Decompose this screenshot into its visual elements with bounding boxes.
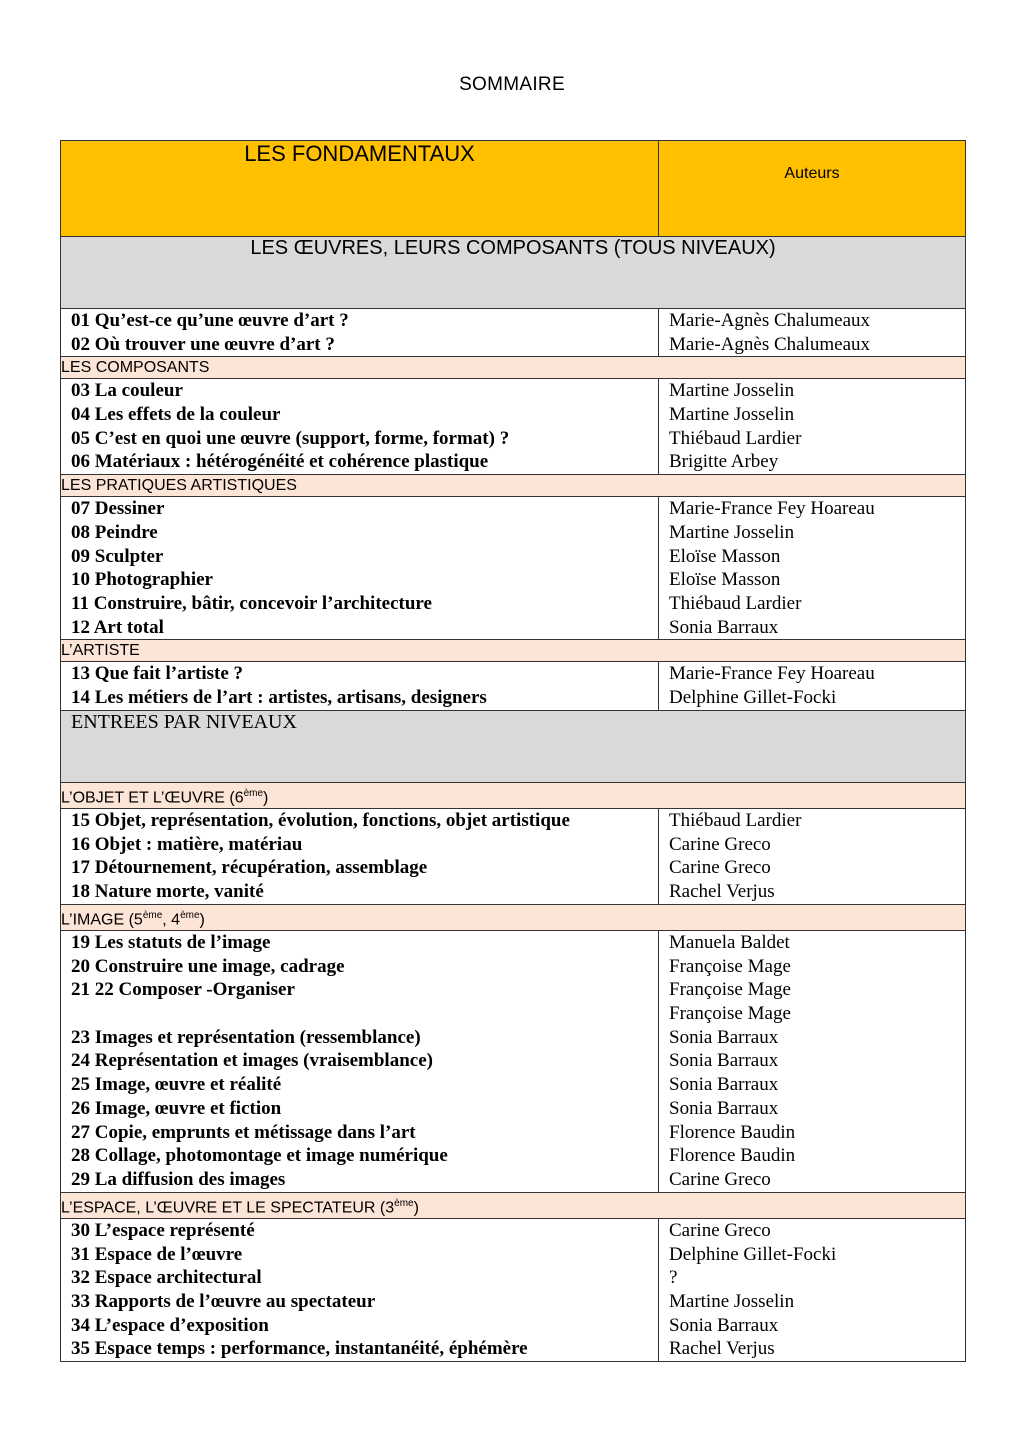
chapter-title: 33 Rapports de l’œuvre au spectateur bbox=[71, 1290, 376, 1312]
author-name: Martine Josselin bbox=[669, 1290, 795, 1312]
subsection-heading bbox=[61, 357, 966, 379]
author-name: Delphine Gillet-Focki bbox=[669, 686, 837, 708]
author-name: Thiébaud Lardier bbox=[669, 592, 802, 614]
author-name: Martine Josselin bbox=[669, 521, 795, 543]
chapter-titles-cell bbox=[61, 931, 659, 1193]
author-name: Françoise Mage bbox=[669, 1003, 791, 1025]
author-name: Marie-Agnès Chalumeaux bbox=[669, 310, 871, 331]
section-heading: LES ŒUVRES, LEURS COMPOSANTS (TOUS NIVEAUX) bbox=[61, 237, 966, 309]
chapter-title: 25 Image, œuvre et réalité bbox=[71, 1074, 282, 1096]
subsection-label: ) bbox=[199, 911, 205, 929]
items-row bbox=[61, 808, 966, 904]
chapter-title: 09 Sculpter bbox=[71, 545, 164, 567]
author-name: Françoise Mage bbox=[669, 979, 791, 1001]
items-row bbox=[61, 662, 966, 710]
chapter-titles-cell bbox=[61, 1218, 659, 1361]
chapter-title: 20 Construire une image, cadrage bbox=[71, 955, 345, 977]
chapter-title: 26 Image, œuvre et fiction bbox=[71, 1097, 282, 1119]
subsection-superscript: ème bbox=[180, 909, 200, 921]
chapter-title: 11 Construire, bâtir, concevoir l’architecture bbox=[71, 592, 432, 614]
items-row bbox=[61, 309, 966, 357]
author-name: Carine Greco bbox=[669, 857, 771, 879]
chapter-titles-cell bbox=[61, 379, 659, 475]
subsection-label: ) bbox=[413, 1198, 419, 1216]
subsection-label: LES PRATIQUES ARTISTIQUES bbox=[61, 477, 297, 495]
author-name: Sonia Barraux bbox=[669, 1074, 779, 1096]
chapter-title: 15 Objet, représentation, évolution, fonctions, objet artistique bbox=[71, 809, 570, 831]
subsection-label: LES COMPOSANTS bbox=[61, 359, 210, 377]
author-name: Carine Greco bbox=[669, 1219, 771, 1241]
authors-cell bbox=[659, 931, 966, 1193]
items-row bbox=[61, 1218, 966, 1361]
subsection-superscript: ème bbox=[142, 909, 163, 921]
author-name: Florence Baudin bbox=[669, 1145, 796, 1167]
chapter-title: 21 22 Composer -Organiser bbox=[71, 979, 295, 1001]
chapter-title: 06 Matériaux : hétérogénéité et cohérence plastique bbox=[71, 451, 489, 473]
chapter-title: 35 Espace temps : performance, instantanéité, éphémère bbox=[71, 1338, 528, 1360]
subsection-label: L’OBJET ET L’ŒUVRE (6 bbox=[61, 788, 244, 806]
chapter-title: 07 Dessiner bbox=[71, 498, 165, 520]
chapter-titles-cell bbox=[61, 662, 659, 710]
subsection-row bbox=[61, 1192, 966, 1218]
chapter-titles-cell bbox=[61, 309, 659, 357]
chapter-title: 24 Représentation et images (vraisemblance) bbox=[71, 1050, 433, 1072]
chapter-title: 08 Peindre bbox=[71, 521, 158, 543]
subsection-heading bbox=[61, 640, 966, 662]
section-heading-row bbox=[61, 710, 966, 782]
subsection-heading bbox=[61, 1192, 966, 1218]
chapter-title: 18 Nature morte, vanité bbox=[71, 881, 264, 903]
authors-cell bbox=[659, 808, 966, 904]
author-name: Marie-France Fey Hoareau bbox=[669, 498, 875, 520]
table-header-row bbox=[61, 141, 966, 237]
chapter-titles-cell bbox=[61, 497, 659, 640]
chapter-title: 31 Espace de l’œuvre bbox=[71, 1243, 243, 1265]
author-name: ? bbox=[669, 1267, 678, 1289]
chapter-title: 30 L’espace représenté bbox=[71, 1219, 255, 1241]
author-name: Delphine Gillet-Focki bbox=[669, 1243, 837, 1265]
items-row bbox=[61, 497, 966, 640]
author-name: Martine Josselin bbox=[669, 404, 795, 426]
subsection-heading bbox=[61, 904, 966, 930]
author-name: Brigitte Arbey bbox=[669, 451, 779, 473]
chapter-title: 19 Les statuts de l’image bbox=[71, 932, 271, 954]
author-name: Rachel Verjus bbox=[669, 881, 775, 903]
chapter-title: 05 C’est en quoi une œuvre (support, forme, format) ? bbox=[71, 427, 510, 449]
subsection-row bbox=[61, 640, 966, 662]
chapter-title: 17 Détournement, récupération, assemblage bbox=[71, 857, 428, 879]
author-name: Rachel Verjus bbox=[669, 1338, 775, 1360]
chapter-title: 12 Art total bbox=[71, 616, 164, 638]
subsection-superscript: ème bbox=[243, 787, 264, 799]
section-heading-row bbox=[61, 237, 966, 309]
author-name: Carine Greco bbox=[669, 833, 771, 855]
subsection-heading bbox=[61, 782, 966, 808]
subsection-superscript: ème bbox=[394, 1197, 414, 1209]
author-name: Carine Greco bbox=[669, 1168, 771, 1190]
chapter-title: 03 La couleur bbox=[71, 380, 183, 402]
author-name: Marie-Agnès Chalumeaux bbox=[669, 333, 871, 355]
chapter-title: 14 Les métiers de l’art : artistes, artisans, designers bbox=[71, 686, 487, 708]
chapter-title: 34 L’espace d’exposition bbox=[71, 1314, 269, 1336]
chapter-titles-cell bbox=[61, 808, 659, 904]
chapter-title: 32 Espace architectural bbox=[71, 1267, 262, 1289]
author-name: Sonia Barraux bbox=[669, 1026, 779, 1048]
author-name: Martine Josselin bbox=[669, 380, 795, 402]
author-name: Thiébaud Lardier bbox=[669, 809, 802, 831]
authors-cell bbox=[659, 309, 966, 357]
chapter-title: 28 Collage, photomontage et image numérique bbox=[71, 1145, 448, 1167]
author-name: Marie-France Fey Hoareau bbox=[669, 663, 875, 685]
chapter-title: 01 Qu’est-ce qu’une œuvre d’art ? bbox=[71, 310, 349, 331]
author-name: Françoise Mage bbox=[669, 955, 791, 977]
subsection-row bbox=[61, 357, 966, 379]
subsection-label: ) bbox=[263, 788, 269, 806]
page-title: SOMMAIRE bbox=[459, 74, 565, 95]
chapter-title: 27 Copie, emprunts et métissage dans l’art bbox=[71, 1121, 416, 1143]
header-authors-label: Auteurs bbox=[659, 141, 966, 237]
chapter-title: 29 La diffusion des images bbox=[71, 1168, 286, 1190]
chapter-title: 02 Où trouver une œuvre d’art ? bbox=[71, 333, 335, 355]
chapter-title: 16 Objet : matière, matériau bbox=[71, 833, 303, 855]
authors-cell bbox=[659, 497, 966, 640]
subsection-label: L’ESPACE, L’ŒUVRE ET LE SPECTATEUR (3 bbox=[61, 1198, 395, 1216]
items-row bbox=[61, 379, 966, 475]
authors-cell bbox=[659, 1218, 966, 1361]
chapter-title: 23 Images et représentation (ressemblance) bbox=[71, 1026, 421, 1048]
header-title: LES FONDAMENTAUX bbox=[61, 141, 659, 237]
items-row bbox=[61, 931, 966, 1193]
subsection-label: L’ARTISTE bbox=[61, 642, 140, 660]
subsection-label: , 4 bbox=[162, 911, 181, 929]
chapter-title: 04 Les effets de la couleur bbox=[71, 404, 281, 426]
subsection-heading bbox=[61, 475, 966, 497]
author-name: Manuela Baldet bbox=[669, 932, 790, 954]
subsection-row bbox=[61, 782, 966, 808]
author-name: Florence Baudin bbox=[669, 1121, 796, 1143]
chapter-title: 13 Que fait l’artiste ? bbox=[71, 663, 244, 685]
author-name: Eloïse Masson bbox=[669, 569, 781, 591]
authors-cell bbox=[659, 379, 966, 475]
authors-cell bbox=[659, 662, 966, 710]
author-name: Sonia Barraux bbox=[669, 1314, 779, 1336]
author-name: Sonia Barraux bbox=[669, 616, 779, 638]
subsection-row bbox=[61, 475, 966, 497]
section-heading: ENTREES PAR NIVEAUX bbox=[61, 710, 966, 782]
author-name: Sonia Barraux bbox=[669, 1097, 779, 1119]
subsection-label: L’IMAGE (5 bbox=[61, 911, 143, 929]
chapter-title bbox=[71, 1002, 658, 1026]
summary-table bbox=[60, 140, 966, 1362]
author-name: Thiébaud Lardier bbox=[669, 427, 802, 449]
subsection-row bbox=[61, 904, 966, 930]
author-name: Sonia Barraux bbox=[669, 1050, 779, 1072]
author-name: Eloïse Masson bbox=[669, 545, 781, 567]
chapter-title: 10 Photographier bbox=[71, 569, 213, 591]
